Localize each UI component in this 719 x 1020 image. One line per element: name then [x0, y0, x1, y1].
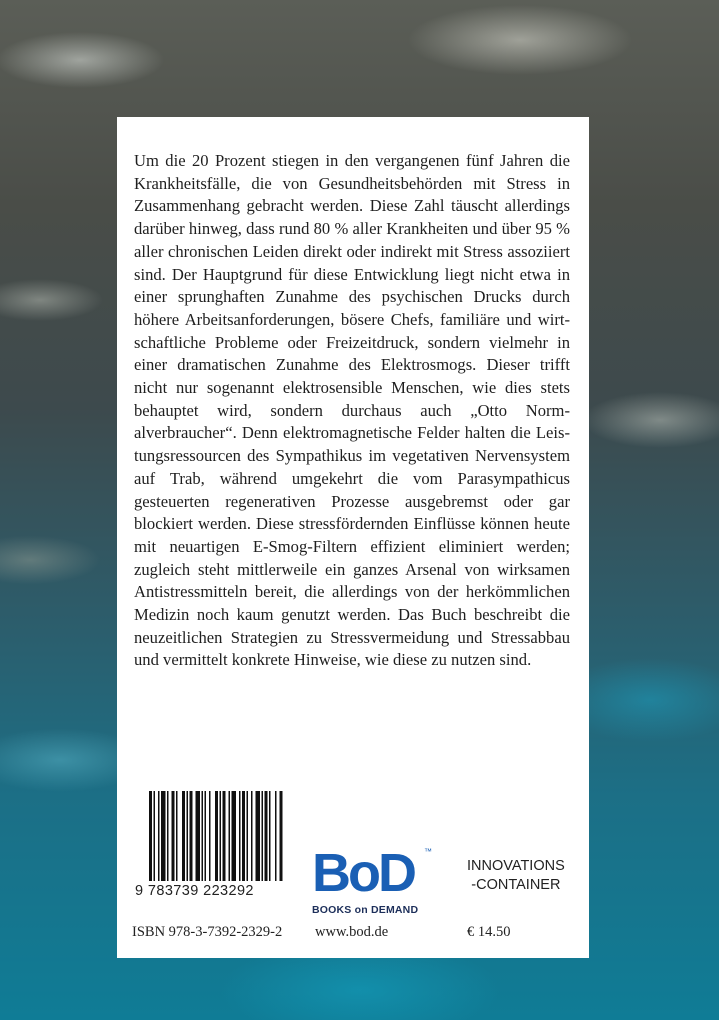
barcode-bar	[161, 791, 166, 881]
isbn: ISBN 978-3-7392-2329-2	[132, 924, 283, 940]
barcode-bar	[251, 791, 253, 881]
barcode-bar	[205, 791, 207, 881]
barcode-bar	[182, 791, 185, 881]
barcode-bar	[202, 791, 204, 881]
barcode-digits: 9 783739 223292	[135, 883, 254, 899]
barcode-bar	[154, 791, 156, 881]
series-label	[467, 857, 565, 895]
barcode-bar	[239, 791, 241, 881]
barcode-bar	[196, 791, 201, 881]
barcode-bar	[158, 791, 160, 881]
publisher-logo	[312, 845, 436, 935]
barcode	[147, 791, 287, 881]
blurb-text: Um die 20 Prozent stiegen in den vergangenen fünf Jahren die Krankheitsfälle, die von Gesundheitsbehörden mit Stress in Zusammenhang gebracht werden. Diese Zahl täuscht allerdings darüber hinweg, dass rund 80 % aller Krankheiten und über 95 % aller chronischen Leiden direkt oder indirekt mit Stress assoziiert sind. Der Hauptgrund für diese Entwicklung liegt nicht etwa in einer sprunghaften Zunahme des psychischen Drucks durch höhere Arbeitsanforderungen, bösere Chefs, familiäre und wirtschaftliche Probleme oder Freizeitdruck, sondern vielmehr in einer dramatischen Zunahme des Elektrosmogs. Dieser trifft nicht nur sogenannt elektrosensible Menschen, wie dies stets behauptet wird, sondern durchaus auch „Otto Normalverbraucher“. Denn elektromagnetische Felder halten die Leistungsressourcen des Sympathikus im vegetativen Nervensystem auf Trab, während umgekehrt die vom Parasympathicus gesteuerten regenerativen Prozesse ausgebremst oder gar blockiert werden. Diese stressfördernden Einflüsse können heute mit neuartigen E-Smog-Filtern effizient eliminiert werden; zugleich steht mittlerweile ein ganzes Arsenal von wirksamen Antistressmitteln bereit, die allerdings von der herkömmlichen Medizin noch kaum genutzt werden. Das Buch beschreibt die neuzeitlichen Strategien zu Stressvermeidung und Stressabbau und vermittelt konkrete Hinweise, wie diese zu nutzen sind.	[134, 151, 570, 670]
barcode-bar	[149, 791, 152, 881]
barcode-bar	[176, 791, 178, 881]
barcode-bar	[262, 791, 264, 881]
barcode-bar	[269, 791, 271, 881]
barcode-bar	[232, 791, 237, 881]
back-cover-panel	[117, 117, 589, 958]
logo-tagline: BOOKS on DEMAND	[312, 904, 419, 916]
barcode-bar	[265, 791, 268, 881]
barcode-graphic	[147, 791, 287, 881]
logo-mark: BoD	[312, 843, 414, 903]
barcode-bar	[167, 791, 169, 881]
barcode-bar	[242, 791, 245, 881]
price: € 14.50	[467, 924, 511, 940]
barcode-bar	[190, 791, 193, 881]
barcode-bar	[275, 791, 277, 881]
barcode-bar	[256, 791, 261, 881]
barcode-bar	[172, 791, 175, 881]
series-line-2: -CONTAINER	[471, 877, 561, 893]
barcode-bar	[223, 791, 226, 881]
barcode-bar	[220, 791, 222, 881]
barcode-bar	[280, 791, 283, 881]
publisher-url: www.bod.de	[315, 924, 389, 940]
barcode-bar	[229, 791, 231, 881]
barcode-bar	[187, 791, 189, 881]
series-line-1: INNOVATIONS	[467, 858, 565, 874]
barcode-bar	[247, 791, 249, 881]
trademark-icon: ™	[424, 847, 432, 856]
barcode-bar	[215, 791, 218, 881]
barcode-bar	[209, 791, 211, 881]
